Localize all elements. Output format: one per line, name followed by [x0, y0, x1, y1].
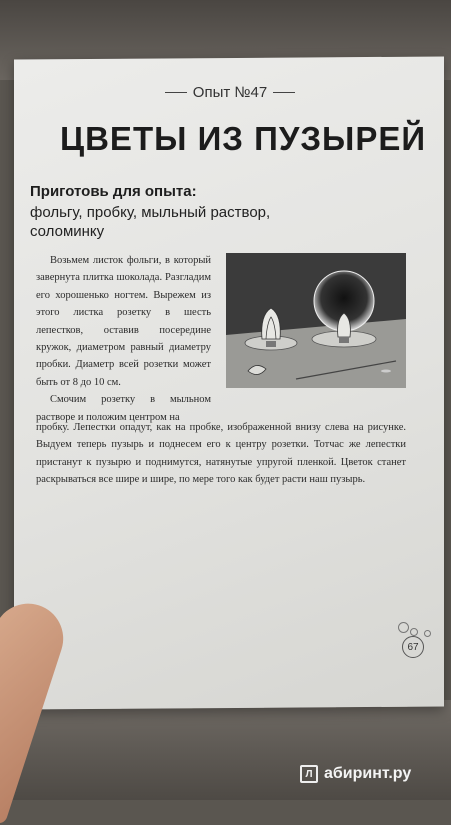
paragraph-2: Смочим розетку в мыльном растворе и положим центром на — [36, 394, 211, 423]
page-title: ЦВЕТЫ ИЗ ПУЗЫРЕЙ — [60, 120, 427, 157]
paragraph-1: Возьмем листок фольги, в который завернута плитка шоколада. Разгладим его хорошенько ногтем. Вырежем из этого листка розетку в шесть лепестков, оставив посередине кружок, диаметром равный диаметру пробки. Диаметр всей розетки может быть от 8 до 10 см. — [36, 255, 211, 388]
decorative-bubble-2 — [410, 628, 418, 636]
decorative-bubble-1 — [398, 622, 409, 633]
background-bottom — [0, 700, 451, 800]
small-foil-right — [381, 370, 391, 373]
column-text — [36, 252, 211, 426]
decorative-bubble-3 — [424, 630, 431, 637]
header-rule-right — [273, 92, 295, 93]
labirint-logo-icon: Л — [300, 765, 318, 783]
bubble-flower-illustration — [226, 253, 406, 388]
prepare-items: фольгу, пробку, мыльный раствор, соломинку — [30, 204, 271, 240]
cork-left — [266, 341, 276, 347]
watermark — [300, 765, 411, 783]
watermark-text: абиринт.ру — [324, 765, 412, 782]
experiment-label: Опыт №47 — [192, 84, 268, 101]
header-rule-left — [165, 92, 187, 93]
experiment-header — [150, 84, 310, 101]
wide-text: пробку. Лепестки опадут, как на пробке, изображенной внизу слева на рисунке. Выдуем теперь пузырь и поднесем его к центру розетки. Тотчас же лепестки пристанут к пузырю и поднимутся, натянутые упругой пленкой. Цветок станет раскрываться все шире и шире, по мере того как будет расти наш пузырь. — [36, 422, 406, 486]
cork-right — [339, 337, 349, 343]
prepare-heading: Приготовь для опыта: — [30, 183, 197, 200]
page-number: 67 — [402, 636, 424, 658]
